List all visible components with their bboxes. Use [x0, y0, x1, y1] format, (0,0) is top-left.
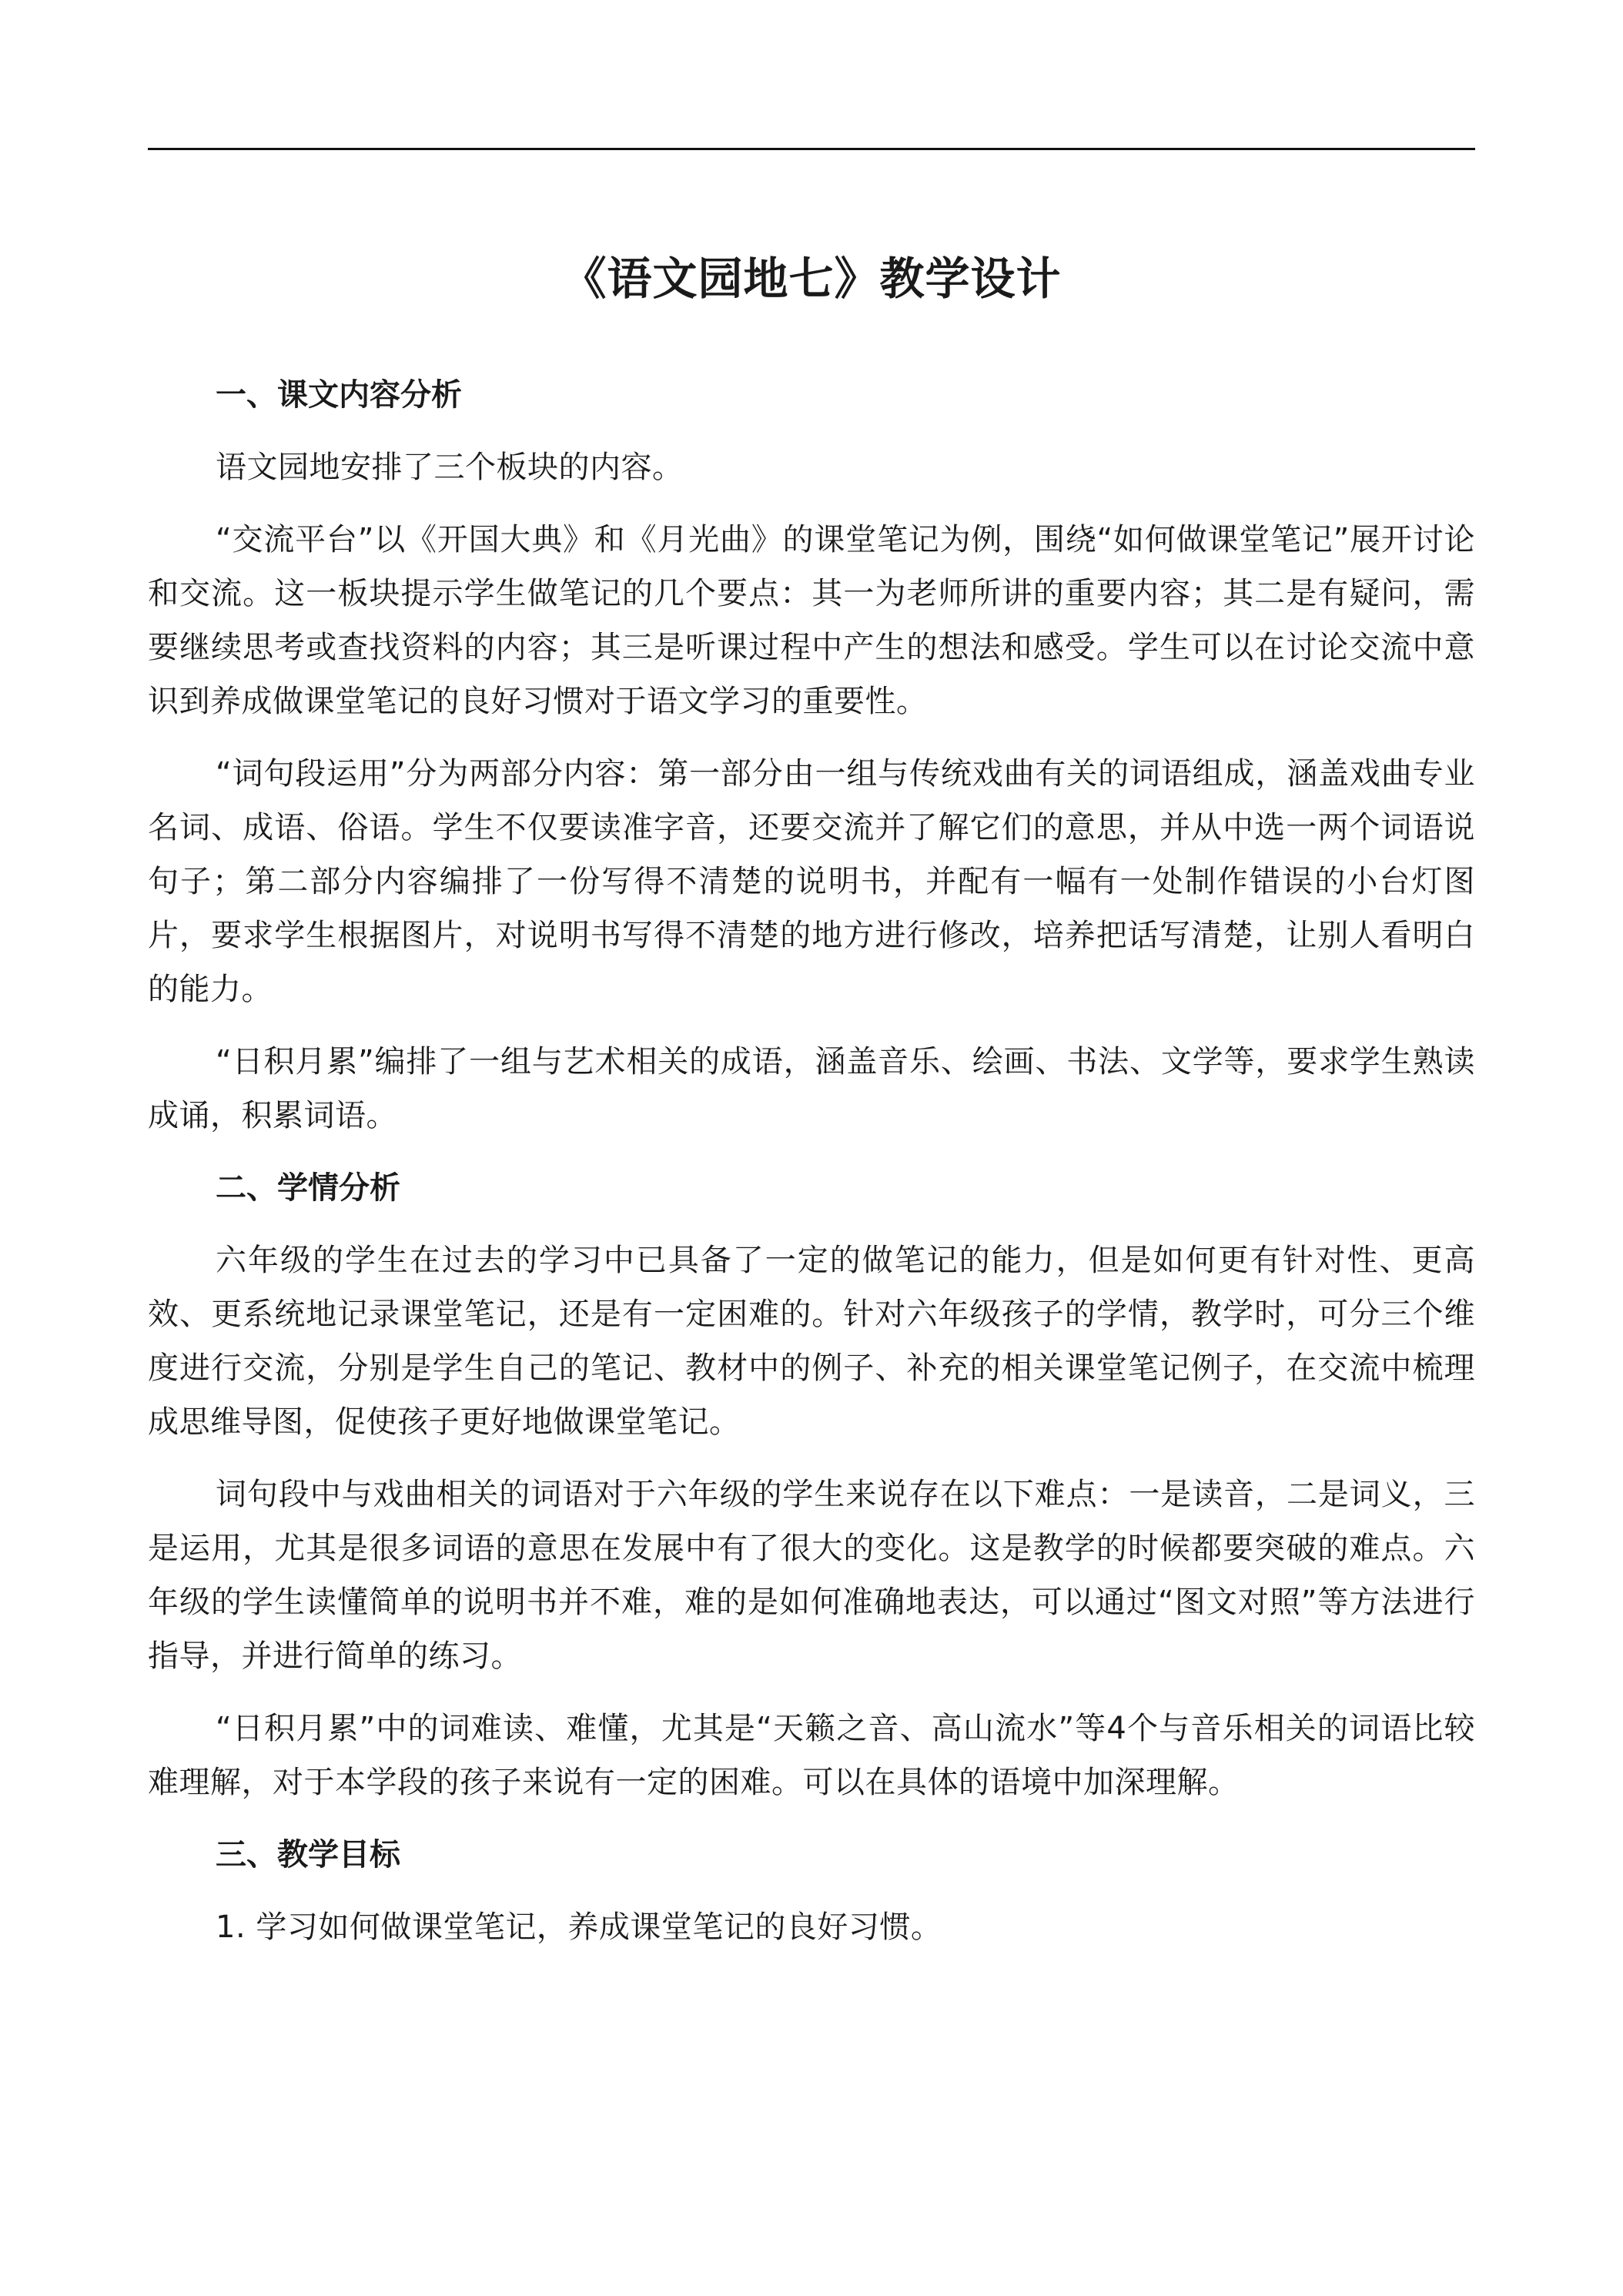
- paragraph: 六年级的学生在过去的学习中已具备了一定的做笔记的能力，但是如何更有针对性、更高效、更系统地记录课堂笔记，还是有一定困难的。针对六年级孩子的学情，教学时，可分三个维度进行交流，分别是学生自己的笔记、教材中的例子、补充的相关课堂笔记例子，在交流中梳理成思维导图，促使孩子更好地做课堂笔记。: [148, 1243, 1475, 1440]
- section-heading-content-analysis: 一、课文内容分析: [216, 377, 462, 413]
- section-heading-student-analysis: 二、学情分析: [216, 1170, 400, 1206]
- paragraph: 1. 学习如何做课堂笔记，养成课堂笔记的良好习惯。: [216, 1909, 942, 1945]
- document-body: [148, 368, 1475, 1954]
- paragraph: 语文园地安排了三个板块的内容。: [216, 450, 684, 485]
- section-heading-teaching-goals: 三、教学目标: [216, 1837, 400, 1873]
- document-title: 《语文园地七》教学设计: [561, 253, 1062, 305]
- header-rule: [148, 148, 1475, 150]
- paragraph: “日积月累”中的词难读、难懂，尤其是“天籁之音、高山流水”等4个与音乐相关的词语比较难理解，对于本学段的孩子来说有一定的困难。可以在具体的语境中加深理解。: [148, 1711, 1475, 1800]
- paragraph: 词句段中与戏曲相关的词语对于六年级的学生来说存在以下难点：一是读音，二是词义，三是运用，尤其是很多词语的意思在发展中有了很大的变化。这是教学的时候都要突破的难点。六年级的学生读懂简单的说明书并不难，难的是如何准确地表达，可以通过“图文对照”等方法进行指导，并进行简单的练习。: [148, 1477, 1475, 1674]
- paragraph: “交流平台”以《开国大典》和《月光曲》的课堂笔记为例，围绕“如何做课堂笔记”展开讨论和交流。这一板块提示学生做笔记的几个要点：其一为老师所讲的重要内容；其二是有疑问，需要继续思考或查找资料的内容；其三是听课过程中产生的想法和感受。学生可以在讨论交流中意识到养成做课堂笔记的良好习惯对于语文学习的重要性。: [148, 522, 1475, 719]
- paragraph: “词句段运用”分为两部分内容：第一部分由一组与传统戏曲有关的词语组成，涵盖戏曲专业名词、成语、俗语。学生不仅要读准字音，还要交流并了解它们的意思，并从中选一两个词语说句子；第二部分内容编排了一份写得不清楚的说明书，并配有一幅有一处制作错误的小台灯图片，要求学生根据图片，对说明书写得不清楚的地方进行修改，培养把话写清楚，让别人看明白的能力。: [148, 756, 1475, 1007]
- paragraph: “日积月累”编排了一组与艺术相关的成语，涵盖音乐、绘画、书法、文学等，要求学生熟读成诵，积累词语。: [148, 1044, 1475, 1133]
